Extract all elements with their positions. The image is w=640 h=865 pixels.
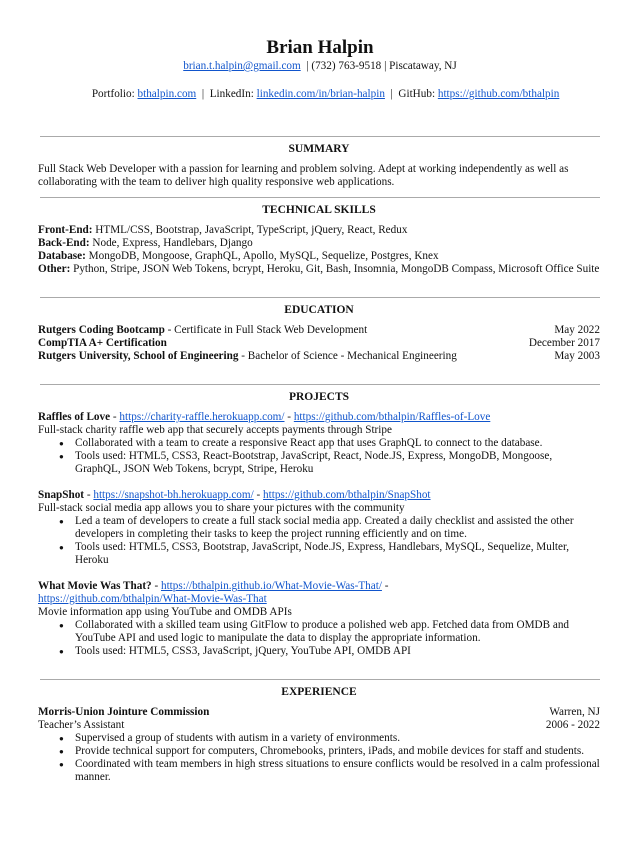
section-title-experience: EXPERIENCE [281, 686, 357, 698]
job-dates: 2006 - 2022 [545, 719, 600, 731]
project-live-link[interactable]: https://charity-raffle.herokuapp.com/ [119, 411, 285, 423]
education-row [38, 324, 600, 337]
skill-row [38, 250, 600, 263]
links-line [0, 73, 640, 115]
separator: | [196, 88, 210, 100]
education-row [38, 337, 600, 350]
project-name: What Movie Was That? [38, 580, 152, 592]
projects-section [38, 384, 600, 658]
education-row [38, 350, 600, 363]
degree-detail: - Certificate in Full Stack Web Development [164, 324, 368, 336]
job-header [38, 706, 600, 719]
separator: - [84, 489, 94, 501]
bullet-item: ● Coordinated with team members in high stress situations to ensure conflicts would be resolved in a calm professional manner. [38, 758, 600, 784]
separator: - [381, 580, 389, 592]
github-label: GitHub: [398, 88, 438, 100]
project-live-link[interactable]: https://bthalpin.github.io/What-Movie-Was-That/ [160, 580, 382, 592]
project-name: Raffles of Love [38, 411, 111, 423]
skill-row [38, 263, 600, 276]
project-bullets [38, 619, 600, 658]
section-divider [40, 297, 600, 298]
candidate-name: Brian Halpin [266, 37, 374, 58]
skill-row [38, 224, 600, 237]
job-location: Warren, NJ [549, 706, 600, 718]
skill-value: HTML/CSS, Bootstrap, JavaScript, TypeScript, jQuery, React, Redux [92, 224, 408, 236]
separator: - [110, 411, 120, 423]
skill-value: Python, Stripe, JSON Web Tokens, bcrypt, Heroku, Git, Bash, Insomnia, MongoDB Compass, Microsoft Office Suite [70, 263, 600, 275]
bullet-item: ● Led a team of developers to create a full stack social media app. Created a daily checklist and assisted the other developers in completing their tasks to keep the project running efficiently and on time. [38, 515, 600, 541]
project-item [38, 489, 600, 567]
section-divider [40, 384, 600, 385]
resume-page [0, 37, 640, 784]
summary-section [38, 136, 600, 189]
degree-detail: - Bachelor of Science - Mechanical Engineering [238, 350, 457, 362]
separator: | [384, 88, 399, 100]
phone-location: | (732) 763-9518 | Piscataway, NJ [300, 60, 457, 72]
portfolio-label: Portfolio: [91, 88, 138, 100]
bullet-item: ● Tools used: HTML5, CSS3, React-Bootstrap, JavaScript, React, Node.JS, Express, MongoDB, Mongoose, GraphQL, JSON Web Tokens, bcrypt, Stripe, Heroku [38, 450, 600, 476]
skills-section [38, 197, 600, 276]
school-name: Rutgers University, School of Engineering [38, 350, 239, 362]
contact-line [0, 59, 640, 73]
project-description: Full-stack social media app allows you to share your pictures with the community [38, 502, 405, 514]
education-date: May 2022 [554, 324, 600, 336]
github-link[interactable]: https://github.com/bthalpin [437, 88, 560, 100]
skill-label: Other: [38, 263, 71, 275]
job-bullets [38, 732, 600, 784]
skill-value: Node, Express, Handlebars, Django [89, 237, 253, 249]
bullet-item: ● Provide technical support for computers, Chromebooks, printers, iPads, and mobile devices for staff and students. [38, 745, 600, 758]
project-description: Movie information app using YouTube and OMDB APIs [38, 606, 292, 618]
skill-label: Front-End: [38, 224, 93, 236]
project-live-link[interactable]: https://snapshot-bh.herokuapp.com/ [93, 489, 254, 501]
summary-text: Full Stack Web Developer with a passion for learning and problem solving. Adept at working independently as well as collaborating with the team to deliver high quality responsive web applications. [38, 163, 569, 188]
school-name: Rutgers Coding Bootcamp [38, 324, 165, 336]
linkedin-label: LinkedIn: [209, 88, 257, 100]
project-bullets [38, 437, 600, 476]
bullet-item: ● Collaborated with a skilled team using GitFlow to produce a polished web app. Fetched data from OMDB and YouTube API and used logic to manipulate the data to display the appropriate information. [38, 619, 600, 645]
project-repo-link[interactable]: https://github.com/bthalpin/SnapShot [263, 489, 431, 501]
section-divider [40, 679, 600, 680]
employer-name: Morris-Union Jointure Commission [38, 706, 210, 718]
section-title-summary: SUMMARY [288, 143, 350, 155]
project-item [38, 411, 600, 476]
experience-section [38, 679, 600, 784]
section-divider [40, 197, 600, 198]
job-role: Teacher’s Assistant [38, 719, 125, 731]
section-title-skills: TECHNICAL SKILLS [262, 204, 376, 216]
education-section [38, 297, 600, 363]
separator: - [284, 411, 294, 423]
education-date: December 2017 [528, 337, 600, 349]
bullet-item: ● Supervised a group of students with autism in a variety of environments. [38, 732, 600, 745]
project-item [38, 580, 600, 658]
portfolio-link[interactable]: bthalpin.com [137, 88, 197, 100]
bullet-item: ● Tools used: HTML5, CSS3, JavaScript, jQuery, YouTube API, OMDB API [38, 645, 600, 658]
project-repo-link[interactable]: https://github.com/bthalpin/What-Movie-Was-That [38, 593, 267, 605]
education-date: May 2003 [554, 350, 600, 362]
skill-value: MongoDB, Mongoose, GraphQL, Apollo, MySQL, Sequelize, Postgres, Knex [85, 250, 439, 262]
separator: - [253, 489, 264, 501]
bullet-item: ● Tools used: HTML5, CSS3, Bootstrap, JavaScript, Node.JS, Express, Handlebars, MySQL, Sequelize, Multer, Heroku [38, 541, 600, 567]
skill-label: Database: [38, 250, 86, 262]
section-title-education: EDUCATION [284, 304, 354, 316]
linkedin-link[interactable]: linkedin.com/in/brian-halpin [256, 88, 385, 100]
job-subheader [38, 719, 600, 732]
separator: - [151, 580, 161, 592]
school-name: CompTIA A+ Certification [38, 337, 167, 349]
skill-label: Back-End: [38, 237, 90, 249]
project-description: Full-stack charity raffle web app that securely accepts payments through Stripe [38, 424, 392, 436]
skill-row [38, 237, 600, 250]
bullet-item: ● Collaborated with a team to create a responsive React app that uses GraphQL to connect to the database. [38, 437, 600, 450]
project-repo-link[interactable]: https://github.com/bthalpin/Raffles-of-Love [293, 411, 491, 423]
section-divider [40, 136, 600, 137]
project-name: SnapShot [38, 489, 85, 501]
project-bullets [38, 515, 600, 567]
email-link[interactable]: brian.t.halpin@gmail.com [183, 60, 301, 72]
section-title-projects: PROJECTS [288, 391, 350, 403]
